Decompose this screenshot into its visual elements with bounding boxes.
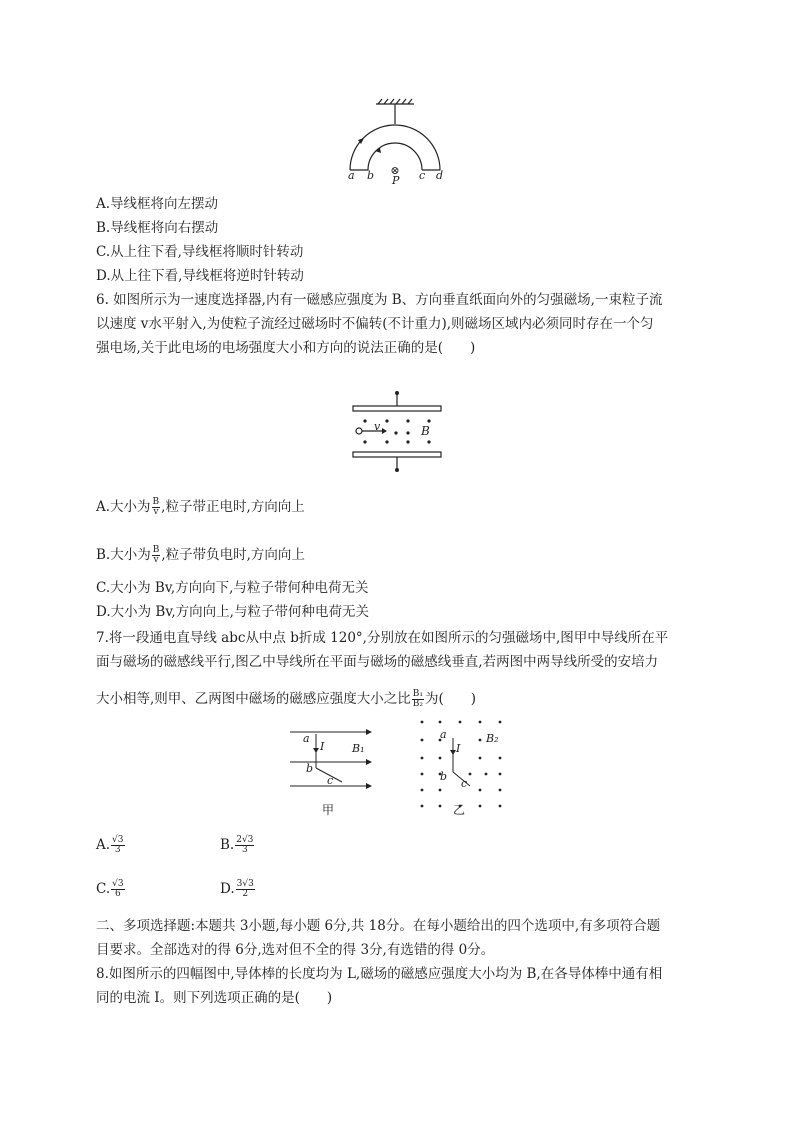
q7-option-b-fraction: $\frac{2√3}{3}$ [236,835,254,855]
q7-option-d: D. $\frac{3√3}{2}$ [220,879,254,899]
fig7-yi-label-c: c [461,777,468,790]
q7-figure-yi [416,716,508,818]
fig5-label-b: b [367,169,375,182]
q8-stem-line1: 8.如图所示的四幅图中,导体棒的长度均为 L,磁场的磁感应强度大小均为 B,在各导体棒中通有相 [96,966,663,982]
fig7-jia-label-i: I [320,740,325,753]
q7-option-c: C. $\frac{√3}{6}$ [96,879,124,899]
section2-heading-line2: 目要求。全部选对的得 6分,选对但不全的得 3分,有选错的得 0分。 [96,942,495,958]
q6-option-d: D.大小为 Bv,方向向上,与粒子带何种电荷无关 [96,604,369,620]
q6-stem-line1: 6. 如图所示为一速度选择器,内有一磁感应强度为 B、方向垂直纸面向外的匀强磁场,一束粒子流 [96,292,663,308]
q5-option-d: D.从上往下看,导线框将逆时针转动 [96,268,304,284]
fig5-label-p: P [392,174,400,187]
q7-stem-line3: 大小相等,则甲、乙两图中磁场的磁感应强度大小之比 $\frac{\text{B₁}}{\text{B₂}}$ 为( ) [96,689,477,709]
fig7-yi-caption: 乙 [453,803,466,817]
q5-option-a: A.导线框将向左摆动 [96,196,219,212]
q7-stem-line1: 7.将一段通电直导线 abc从中点 b折成 120°,分别放在如图所示的匀强磁场中,图甲中导线所在平 [96,630,669,646]
fig5-label-c: c [419,169,426,182]
q6-option-c: C.大小为 Bv,方向向下,与粒子带何种电荷无关 [96,580,369,596]
fig5-point-p-cross: ⊗ [390,164,400,177]
q7-option-c-fraction: $\frac{√3}{6}$ [112,879,124,899]
fig7-yi-label-a: a [440,728,447,741]
q6-stem-line2: 以速度 v水平射入,为使粒子流经过磁场时不偏转(不计重力),则磁场区域内必须同时存在一个匀 [96,316,654,332]
q7-option-a-fraction: $\frac{√3}{3}$ [112,835,124,855]
fig7-jia-label-c: c [327,774,334,787]
q7-stem-line2: 面与磁场的磁感线平行,图乙中导线所在平面与磁场的磁感线垂直,若两图中两导线所受的安培力 [96,654,659,670]
q5-figure [330,96,470,188]
q5-option-b: B.导线框将向右摆动 [96,220,219,236]
fig7-jia-label-b1: B₁ [352,742,365,755]
fig6-label-v: v [374,420,381,433]
fig7-yi-label-i: I [456,742,461,755]
fig6-label-b: B [421,424,430,438]
fig7-jia-caption: 甲 [322,803,335,817]
section2-heading-line1: 二、多项选择题:本题共 3小题,每小题 6分,共 18分。在每小题给出的四个选项中,有多项符合题 [96,918,661,934]
q7-option-a: A. $\frac{√3}{3}$ [96,835,124,855]
fig7-jia-label-b: b [306,762,314,775]
q6-option-b-fraction: $\frac{B}{v}$ [152,545,160,565]
q7-ratio-fraction: $\frac{\text{B₁}}{\text{B₂}}$ [412,689,424,709]
q7-option-b: B. $\frac{2√3}{3}$ [220,835,254,855]
fig5-label-a: a [348,169,355,182]
q6-option-a: A.大小为 $\frac{B}{v}$ ,粒子带正电时,方向向上 [96,497,305,517]
fig5-label-d: d [436,169,444,182]
q6-option-b: B.大小为 $\frac{B}{v}$ ,粒子带负电时,方向向上 [96,545,305,565]
q6-figure [348,386,448,476]
q6-stem-line3: 强电场,关于此电场的电场强度大小和方向的说法正确的是( ) [96,340,476,356]
q7-figure-jia [286,722,376,818]
q8-stem-line2: 同的电流 I。则下列选项正确的是( ) [96,990,333,1006]
q5-option-c: C.从上往下看,导线框将顺时针转动 [96,244,304,260]
q7-option-d-fraction: $\frac{3√3}{2}$ [236,879,254,899]
q6-option-a-fraction: $\frac{B}{v}$ [152,497,160,517]
fig7-yi-label-b: b [440,770,448,783]
fig7-yi-label-b2: B₂ [486,732,499,745]
fig7-jia-label-a: a [303,732,310,745]
